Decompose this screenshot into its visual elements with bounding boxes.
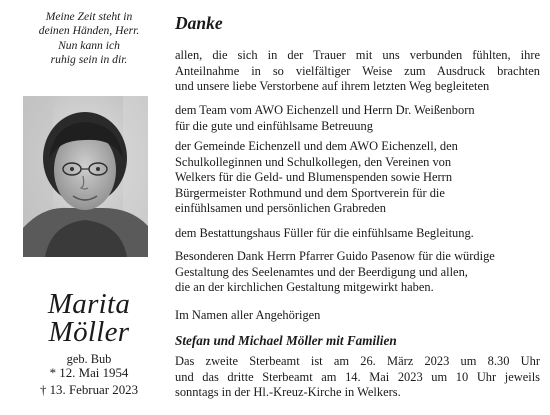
left-column <box>10 4 168 411</box>
first-name: Marita <box>47 288 131 320</box>
text-line: allen, die sich in der Trauer mit uns verbunden fühlten, ihre <box>175 48 540 62</box>
text-line: Welkers für die Geld- und Blumenspenden sowie Herrn <box>175 170 453 185</box>
thanks-paragraph <box>175 103 540 134</box>
quote-line: Nun kann ich <box>58 38 120 52</box>
text-line: dem Bestattungshaus Füller für die einfühlsame Begleitung. <box>175 226 474 240</box>
obituary-notice <box>10 4 538 411</box>
on-behalf-line <box>175 308 540 324</box>
deceased-name <box>10 290 168 346</box>
text-line: für die gute und einfühlsame Betreuung <box>175 118 373 133</box>
text-line: Bürgermeister Rothmund und dem Sportverein für die <box>175 185 445 200</box>
text-line: Anteilnahme in so vielfältiger Weise zum Ausdruck brachten <box>175 63 540 78</box>
text-line: und unsere liebe Verstorbene auf ihrem letzten Weg begleiteten <box>175 79 490 94</box>
birth-date: * 12. Mai 1954 <box>49 366 129 380</box>
text-line: Das zweite Sterbeamt ist am 26. März 2023 um 8.30 Uhr <box>175 354 540 368</box>
portrait-photo <box>23 96 148 257</box>
text-line: einfühlsamen und persönlichen Grabreden <box>175 201 387 216</box>
quote-line: Meine Zeit steht in <box>45 10 133 23</box>
mass-notice <box>175 354 540 401</box>
text-line: Schulkolleginnen und Schulkollegen, den Vereinen von <box>175 154 452 169</box>
text-line: dem Team vom AWO Eichenzell und Herrn Dr. Weißenborn <box>175 103 475 117</box>
bible-quote <box>14 10 164 67</box>
thanks-paragraph <box>175 249 540 296</box>
life-dates <box>10 365 168 399</box>
birth-name: geb. Bub <box>66 352 112 366</box>
text-line: und das dritte Sterbeamt am 14. Mai 2023 um 10 Uhr jeweils <box>175 369 540 384</box>
quote-line: deinen Händen, Herr. <box>38 24 140 38</box>
text-line: Gestaltung des Seelenamtes und der Beerdigung und allen, <box>175 264 468 279</box>
family-signature: Stefan und Michael Möller mit Familien <box>175 333 397 348</box>
thanks-heading: Danke <box>175 13 223 33</box>
last-name: Möller <box>48 316 130 348</box>
thanks-paragraph <box>175 48 540 95</box>
text-line: Besonderen Dank Herrn Pfarrer Guido Pasenow für die würdige <box>175 249 495 263</box>
right-column <box>175 4 540 411</box>
quote-line: ruhig sein in dir. <box>50 52 128 66</box>
text-line: der Gemeinde Eichenzell und dem AWO Eichenzell, den <box>175 139 458 153</box>
text-line: sonntags in der Hl.-Kreuz-Kirche in Welkers. <box>175 385 401 400</box>
text-line: die an der kirchlichen Gestaltung mitgewirkt haben. <box>175 280 434 295</box>
thanks-paragraph <box>175 139 540 217</box>
portrait-illustration <box>23 96 148 257</box>
text-line: Im Namen aller Angehörigen <box>175 308 321 322</box>
thanks-paragraph <box>175 226 540 242</box>
death-date: † 13. Februar 2023 <box>39 382 139 397</box>
